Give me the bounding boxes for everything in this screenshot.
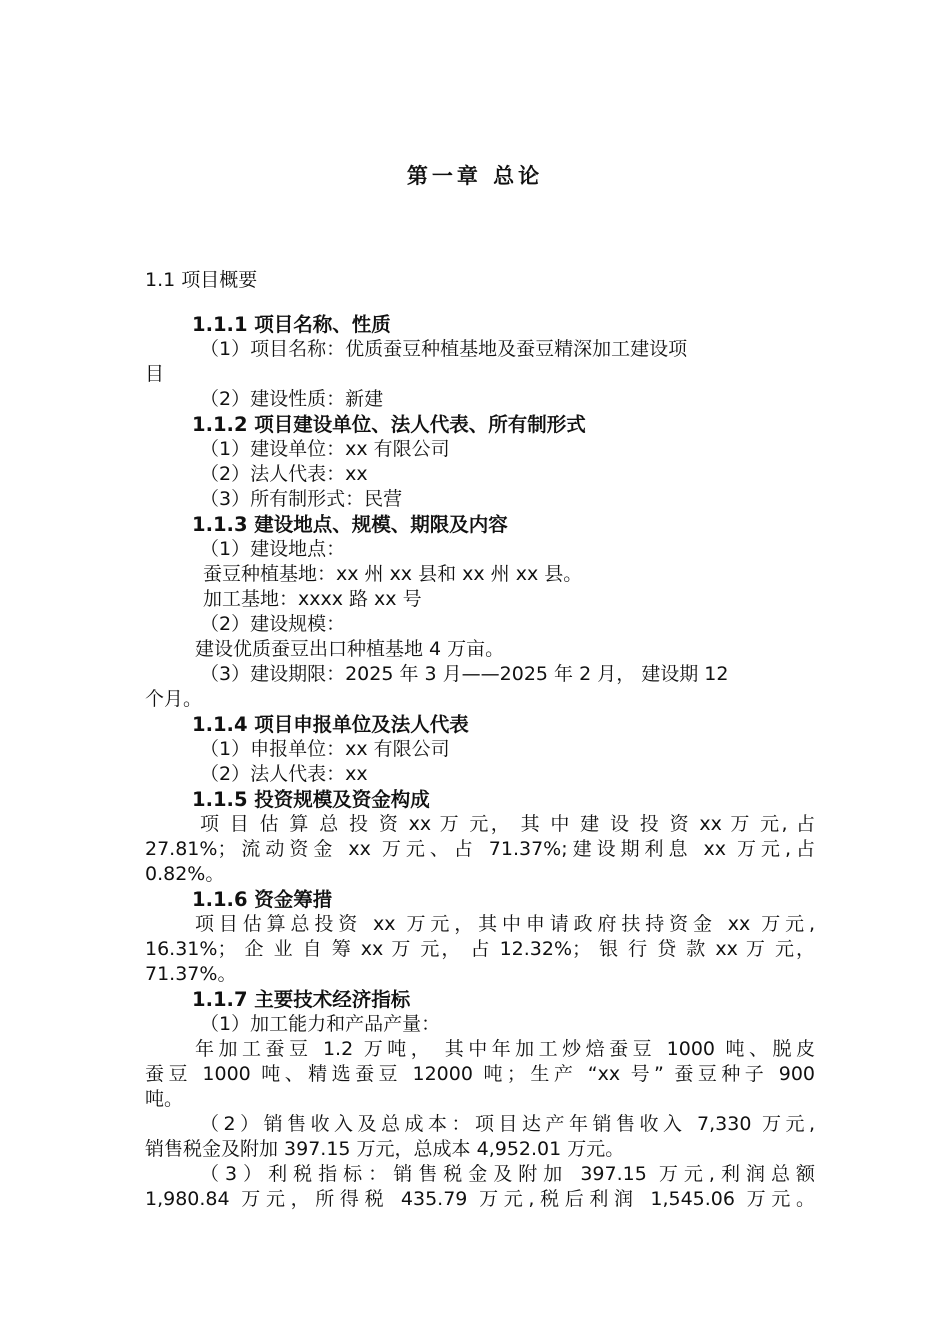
paragraph-line: （1）申报单位：xx 有限公司 (200, 738, 450, 760)
paragraph-line: （2）建设性质：新建 (200, 388, 384, 410)
section-heading: 1.1 项目概要 (145, 269, 258, 291)
paragraph-line: 项 目 估 算 总 投 资 xx 万 元， 其 中 建 设 投 资 xx 万 元, 占 (200, 813, 815, 835)
paragraph-line: 蚕豆种植基地：xx 州 xx 县和 xx 州 xx 县。 (203, 563, 583, 585)
paragraph-line: 建设优质蚕豆出口种植基地 4 万亩。 (195, 638, 505, 660)
paragraph-line: （2）法人代表：xx (200, 763, 368, 785)
paragraph-line: （2）法人代表：xx (200, 463, 368, 485)
paragraph-line: （2）建设规模： (200, 613, 346, 635)
paragraph-line: 蚕豆 1000 吨、精选蚕豆 12000 吨；生产 “xx 号” 蚕豆种子 900 (145, 1063, 815, 1085)
paragraph-line: 加工基地：xxxx 路 xx 号 (203, 588, 422, 610)
paragraph-line: 吨。 (145, 1088, 184, 1110)
subsection-heading: 1.1.6 资金筹措 (192, 888, 333, 911)
paragraph-line: 1,980.84 万元，所得税 435.79 万元,税后利润 1,545.06 万元。 (145, 1188, 815, 1210)
paragraph-line: （1）项目名称：优质蚕豆种植基地及蚕豆精深加工建设项 (200, 338, 688, 360)
paragraph-line: 项目估算总投资 xx 万元，其中申请政府扶持资金 xx 万元, (195, 913, 815, 935)
subsection-heading: 1.1.1 项目名称、性质 (192, 313, 391, 336)
paragraph-line: 27.81%；流动资金 xx 万元、占 71.37%;建设期利息 xx 万元,占 (145, 838, 815, 860)
paragraph-line: 71.37%。 (145, 963, 237, 985)
paragraph-line: （3）所有制形式：民营 (200, 488, 403, 510)
subsection-heading: 1.1.7 主要技术经济指标 (192, 988, 411, 1011)
paragraph-line: （2）销售收入及总成本：项目达产年销售收入 7,330 万元, (200, 1113, 815, 1135)
paragraph-line: 目 (145, 363, 165, 385)
paragraph-line: 16.31%； 企 业 自 筹 xx 万 元， 占 12.32%； 银 行 贷 款 xx 万 元， (145, 938, 815, 960)
subsection-heading: 1.1.2 项目建设单位、法人代表、所有制形式 (192, 413, 586, 436)
paragraph-line: 销售税金及附加 397.15 万元，总成本 4,952.01 万元。 (145, 1138, 625, 1160)
paragraph-line: （1）建设地点： (200, 538, 346, 560)
paragraph-line: 个月。 (145, 688, 203, 710)
subsection-heading: 1.1.3 建设地点、规模、期限及内容 (192, 513, 508, 536)
subsection-heading: 1.1.4 项目申报单位及法人代表 (192, 713, 469, 736)
paragraph-line: 0.82%。 (145, 863, 225, 885)
subsection-heading: 1.1.5 投资规模及资金构成 (192, 788, 430, 811)
paragraph-line: （3）利税指标：销售税金及附加 397.15 万元,利润总额 (200, 1163, 815, 1185)
chapter-title: 第一章 总论 (406, 163, 544, 188)
paragraph-line: （1）建设单位：xx 有限公司 (200, 438, 450, 460)
paragraph-line: 年加工蚕豆 1.2 万吨， 其中年加工炒焙蚕豆 1000 吨、脱皮 (195, 1038, 815, 1060)
paragraph-line: （1）加工能力和产品产量： (200, 1013, 441, 1035)
paragraph-line: （3）建设期限：2025 年 3 月——2025 年 2 月， 建设期 12 (200, 663, 729, 685)
